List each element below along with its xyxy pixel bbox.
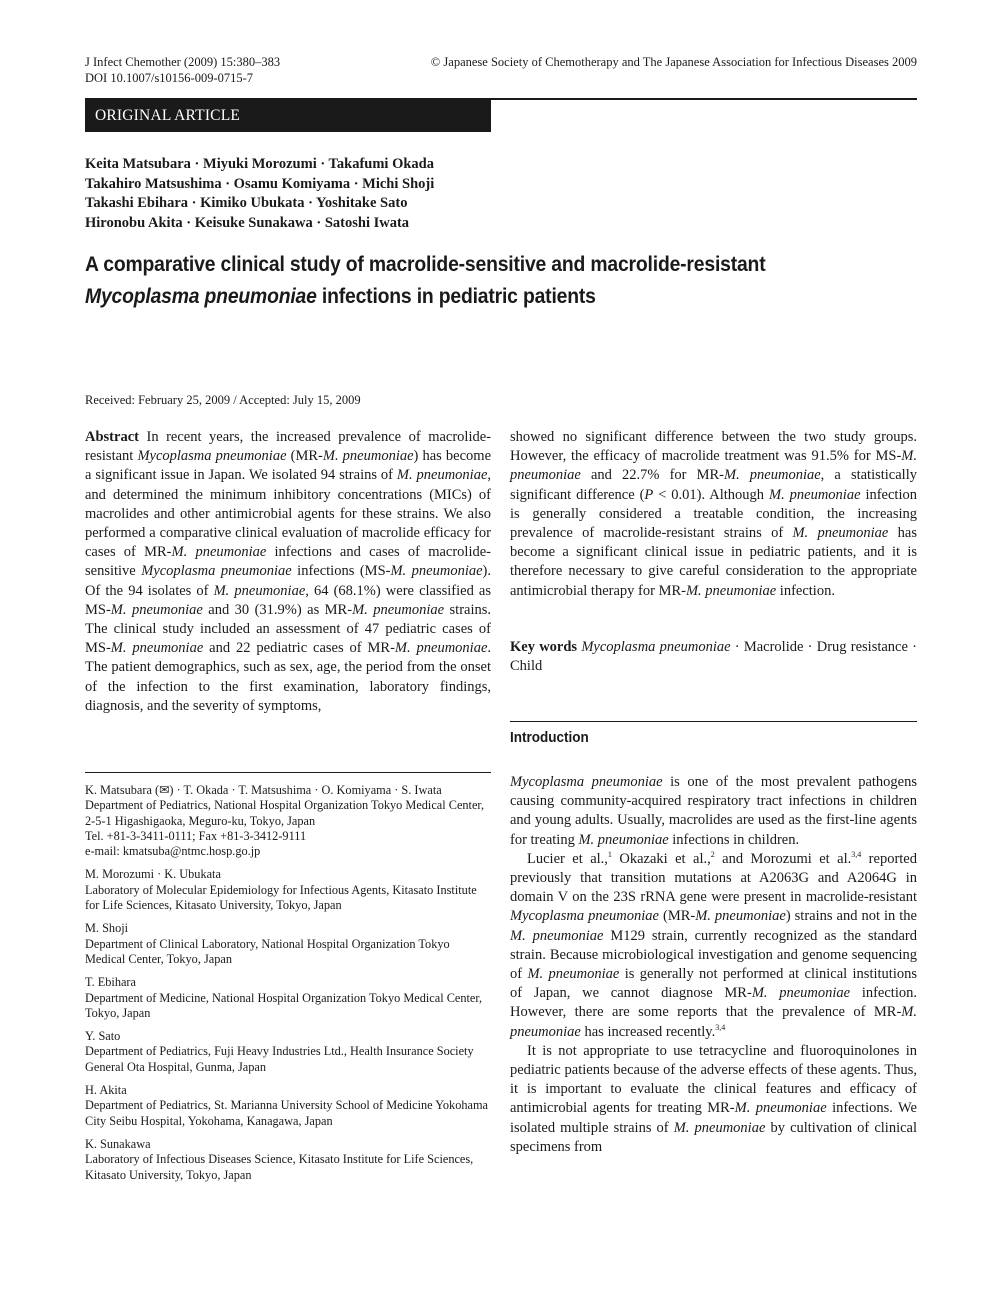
affiliation-address: Laboratory of Infectious Diseases Science, Kitasato Institute for Life Sciences, Kitasato University, Tokyo, Japan [85, 1152, 474, 1182]
abstract-label: Abstract [85, 429, 139, 445]
affiliation-block [85, 921, 491, 967]
envelope-icon: ✉ [159, 783, 170, 797]
intro-text: (MR- [658, 908, 696, 925]
doi: DOI 10.1007/s10156-009-0715-7 [85, 71, 254, 85]
abstract-text: infections and cases of macrolide-sensitive [85, 544, 491, 580]
affiliation-block [85, 1137, 491, 1183]
affiliation-address: Department of Pediatrics, National Hospital Organization Tokyo Medical Center, 2-5-1 Higashigaoka, Meguro-ku, Tokyo, Japan [85, 798, 485, 828]
abstract-italic: Mycoplasma pneumoniae [137, 448, 287, 465]
author-line: Keita Matsubara · Miyuki Morozumi · Takafumi Okada [85, 156, 434, 172]
abstract-text: In recent years, the increased prevalence of macrolide-resistant [85, 429, 491, 465]
author-line: Takashi Ebihara · Kimiko Ubukata · Yoshitake Sato [85, 195, 408, 212]
journal-citation: J Infect Chemother (2009) 15:380–383 [85, 55, 281, 69]
title-line-2-rest: infections in pediatric patients [316, 284, 596, 308]
intro-text: is generally not performed at clinical institutions of Japan, we cannot diagnose MR- [510, 966, 917, 1002]
intro-text: infections. We isolated multiple strains of [510, 1100, 917, 1136]
citation-superscript: 1 [607, 849, 612, 859]
abstract-italic: M. pneumoniae [769, 486, 861, 503]
abstract-italic: M. pneumoniae [352, 601, 445, 618]
title-line-2 [85, 280, 841, 312]
article-type-band: ORIGINAL ARTICLE [85, 100, 491, 132]
received-accepted-dates: Received: February 25, 2009 / Accepted: July 15, 2009 [85, 393, 361, 407]
intro-text: by cultivation of clinical specimens from [510, 1119, 918, 1155]
affiliation-names: M. Shoji [85, 921, 129, 936]
affiliations [85, 783, 491, 1191]
abstract-italic: M. pneumoniae [394, 640, 488, 657]
abstract-text: has become a significant clinical issue in pediatric patients, and it is therefore necessary to give careful consideration to the appropriate antimicrobial therapy for MR- [510, 525, 917, 599]
abstract-text: (MR- [286, 448, 323, 465]
affiliation-phone: Tel. +81-3-3411-0111; Fax +81-3-3412-9111 [85, 828, 307, 843]
abstract-italic: M. pneumoniae [685, 582, 777, 599]
keyword-organism: Mycoplasma pneumoniae [581, 639, 731, 655]
citation-superscript: 2 [710, 849, 715, 859]
intro-italic: Mycoplasma pneumoniae [510, 774, 663, 790]
title-line-1: A comparative clinical study of macrolide-sensitive and macrolide-resistant [85, 252, 766, 276]
affiliations-rule [85, 772, 491, 773]
abstract-italic: Mycoplasma pneumoniae [141, 563, 292, 580]
author-line: Hironobu Akita · Keisuke Sunakawa · Satoshi Iwata [85, 214, 410, 231]
abstract-italic: M. pneumoniae [322, 448, 414, 465]
intro-text: ) strains and not in the [785, 908, 917, 925]
abstract-italic: M. pneumoniae [110, 640, 204, 657]
affiliation-block [85, 1083, 491, 1129]
abstract [85, 428, 491, 716]
intro-text: Lucier et al., [527, 850, 608, 867]
affiliation-address: Department of Pediatrics, St. Marianna University School of Medicine Yokohama City Seibu Hospital, Yokohama, Kanagawa, Japan [85, 1098, 488, 1128]
affiliation-names: H. Akita [85, 1083, 127, 1098]
intro-italic: Mycoplasma pneumoniae [510, 908, 659, 925]
abstract-text: and 22.7% for MR- [580, 467, 724, 484]
abstract-italic: M. pneumoniae [110, 601, 203, 618]
affiliation-names-part: K. Matsubara ( [85, 783, 160, 797]
author-line: Takahiro Matsushima · Osamu Komiyama · Michi Shoji [85, 175, 435, 192]
intro-italic: M. pneumoniae [734, 1100, 827, 1117]
affiliation-block [85, 1029, 491, 1075]
intro-italic: M. pneumoniae [527, 966, 620, 983]
author-list [85, 155, 585, 233]
intro-italic: M. pneumoniae [510, 1004, 917, 1040]
affiliation-email: e-mail: kmatsuba@ntmc.hosp.go.jp [85, 844, 261, 859]
affiliation-names: M. Morozumi · K. Ubukata [85, 867, 221, 882]
abstract-text: infection. [776, 582, 835, 599]
abstract-text: , a statistically significant difference ( [510, 467, 917, 503]
abstract-text: and 30 (31.9%) as MR- [202, 601, 353, 618]
intro-text: and Morozumi et al. [714, 850, 852, 867]
abstract-text: showed no significant difference between the two study groups. However, the efficacy of macrolide treatment was 91.5% for MS- [510, 429, 917, 465]
intro-text: reported previously that transition mutations at A2063G and A2064G in domain V on the 23S rRNA gene were present in macrolide-resistant [510, 850, 917, 906]
abstract-italic: M. pneumoniae, [213, 582, 309, 599]
abstract-continued [510, 428, 917, 601]
abstract-text: ). Of the 94 isolates of [85, 563, 492, 599]
intro-paragraph-2 [510, 850, 917, 1042]
abstract-text: . The patient demographics, such as sex, age, the period from the onset of the infection to the first examination, laboratory findings, diagnosis, and the severity of symptoms, [85, 640, 492, 714]
intro-text: is one of the most prevalent pathogens causing community-acquired respiratory tract infections in children and young adults. Usually, macrolides are used as the first-line agents for treating [510, 774, 918, 848]
intro-italic: M. pneumoniae [751, 985, 851, 1002]
abstract-italic: M. pneumoniae [390, 563, 483, 580]
journal-header [85, 54, 345, 86]
article-title [85, 248, 841, 312]
copyright-notice: © Japanese Society of Chemotherapy and The Japanese Association for Infectious Diseases 2009 [430, 55, 917, 69]
intro-italic: M. pneumoniae [673, 1119, 766, 1136]
abstract-italic: M. pneumoniae [171, 544, 267, 561]
abstract-text: < 0.01). Although [653, 486, 769, 503]
affiliation-address: Department of Medicine, National Hospital Organization Tokyo Medical Center, Tokyo, Japan [85, 990, 483, 1020]
intro-text: has increased recently. [580, 1023, 716, 1040]
intro-italic: M. pneumoniae [578, 831, 669, 848]
section-rule [510, 721, 917, 722]
affiliation-names [85, 783, 491, 798]
intro-paragraph-3 [510, 1042, 917, 1157]
intro-paragraph-1 [510, 773, 917, 850]
affiliation-block [85, 867, 491, 913]
abstract-text: infections (MS- [291, 563, 391, 580]
abstract-text: ) has become a significant issue in Japan. We isolated 94 strains of [85, 448, 492, 484]
abstract-text: , and determined the minimum inhibitory concentrations (MICs) of macrolides and other antimicrobial agents for these strains. We also performed a comparative clinical evaluation of macrolide efficacy for cases of MR- [85, 467, 491, 561]
citation-superscript: 3,4 [715, 1022, 726, 1032]
affiliation-address: Department of Pediatrics, Fuji Heavy Industries Ltd., Health Insurance Society General Ota Hospital, Gunma, Japan [85, 1044, 474, 1074]
affiliation-names: Y. Sato [85, 1029, 121, 1044]
keyword-list: · Macrolide · Drug resistance · Child [510, 639, 917, 675]
abstract-text: strains. The clinical study included an assessment of 47 pediatric cases of MS- [85, 601, 492, 657]
title-organism: Mycoplasma pneumoniae [85, 284, 317, 308]
intro-text: Okazaki et al., [611, 850, 711, 867]
affiliation-names: T. Ebihara [85, 975, 136, 990]
keywords [510, 638, 917, 676]
abstract-text: 64 (68.1%) were classified as MS- [85, 582, 491, 618]
keywords-label: Key words [510, 639, 578, 655]
affiliation-block [85, 975, 491, 1021]
abstract-italic: M. pneumoniae [792, 525, 889, 542]
affiliation-block [85, 783, 491, 859]
affiliation-address: Laboratory of Molecular Epidemiology for Infectious Agents, Kitasato Institute for Life Sciences, Kitasato University, Tokyo, Japan [85, 882, 477, 913]
intro-text: It is not appropriate to use tetracycline and fluoroquinolones in pediatric patients because of the adverse effects of these agents. Thus, it is important to evaluate the clinical features and efficacy of antimicrobial agents for treating MR- [510, 1042, 917, 1117]
affiliation-names: K. Sunakawa [85, 1136, 151, 1151]
abstract-text: infection is generally considered a treatable condition, the increasing prevalence of macrolide-resistant strains of [510, 486, 917, 542]
intro-text: M129 strain, currently recognized as the standard strain. Because microbiological investigation and genome sequencing of [510, 927, 917, 983]
citation-superscript: 3,4 [851, 849, 862, 859]
abstract-italic: M. pneumoniae [396, 467, 488, 484]
abstract-italic: M. pneumoniae [510, 448, 917, 484]
intro-italic: M. pneumoniae [695, 908, 786, 925]
intro-text: infection. However, there are some reports that the prevalence of MR- [510, 985, 917, 1021]
intro-text: infections in children. [668, 831, 800, 848]
introduction-heading: Introduction [510, 729, 589, 746]
abstract-italic: M. pneumoniae [723, 467, 821, 484]
introduction-body [510, 773, 917, 1157]
abstract-italic: P [644, 486, 654, 503]
abstract-text: and 22 pediatric cases of MR- [203, 640, 395, 657]
affiliation-address: Department of Clinical Laboratory, National Hospital Organization Tokyo Medical Center, Tokyo, Japan [85, 936, 450, 966]
intro-italic: M. pneumoniae [510, 927, 604, 944]
affiliation-names-part: ) · T. Okada · T. Matsushima · O. Komiyama · S. Iwata [169, 783, 442, 797]
